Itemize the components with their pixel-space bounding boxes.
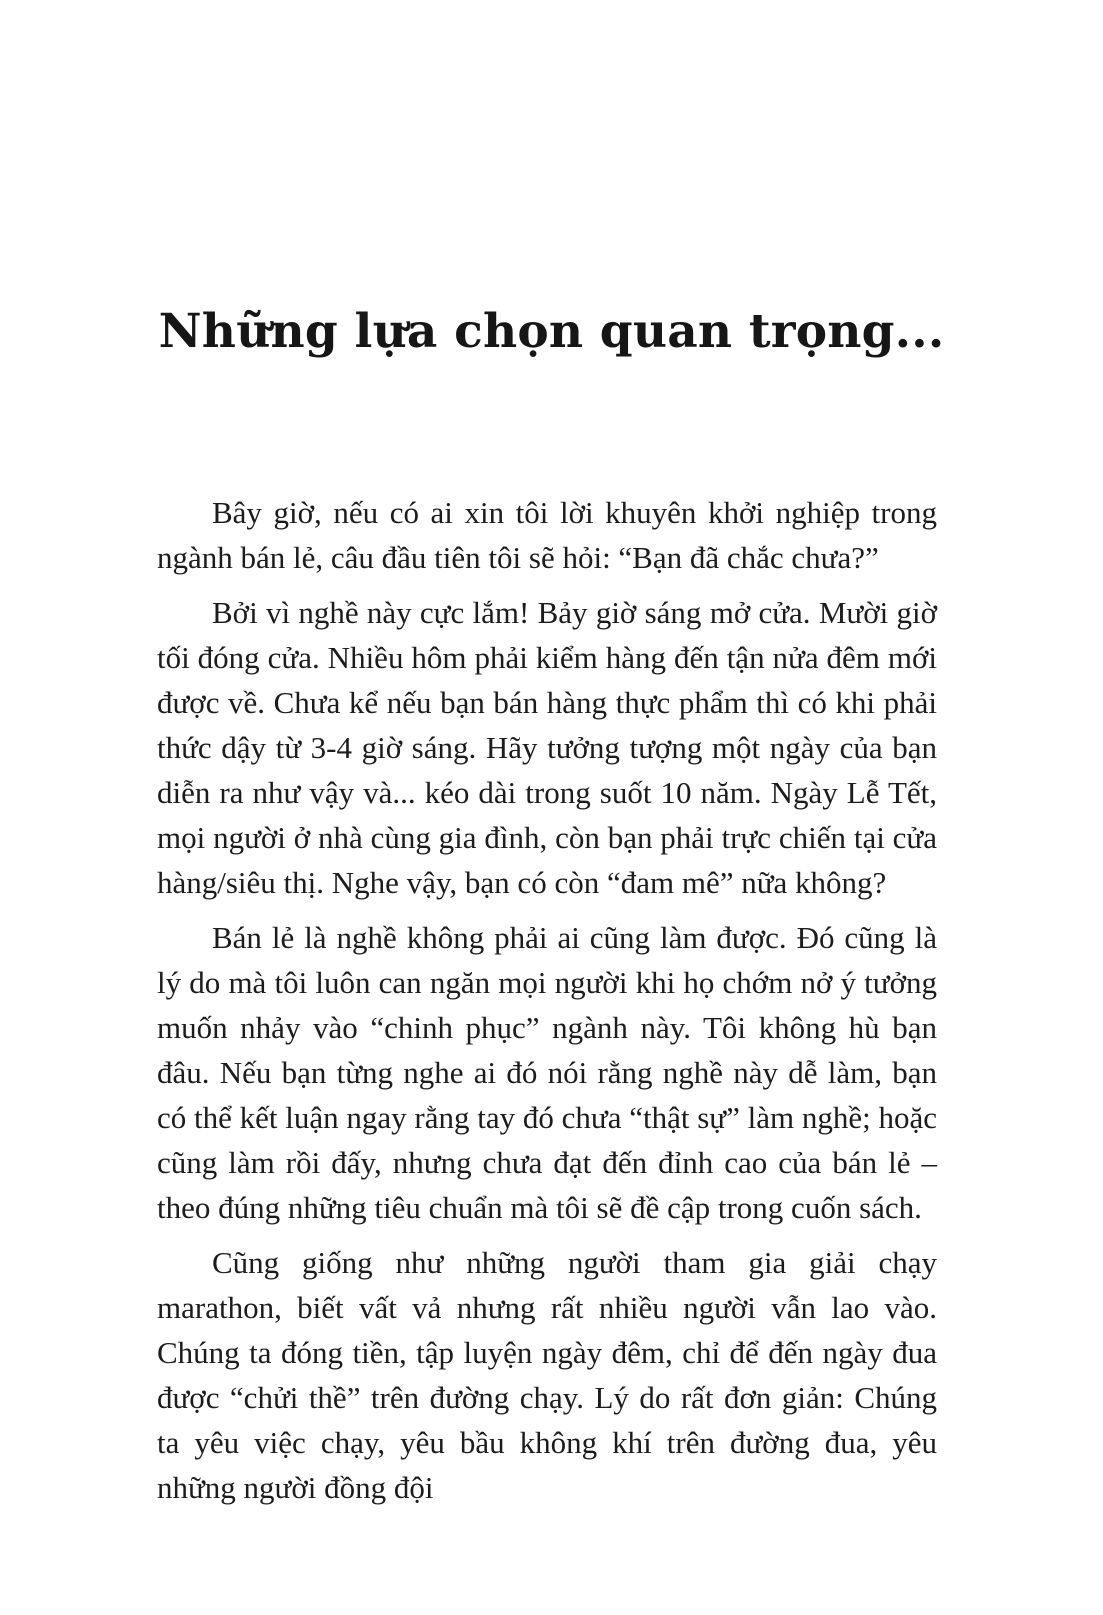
paragraph-1: Bây giờ, nếu có ai xin tôi lời khuyên khởi nghiệp trong ngành bán lẻ, câu đầu tiên tôi sẽ hỏi: “Bạn đã chắc chưa?” [157, 495, 937, 575]
chapter-title: Những lựa chọn quan trọng... [158, 304, 945, 359]
body-text [157, 490, 937, 1520]
paragraph-4: Cũng giống như những người tham gia giải chạy marathon, biết vất vả nhưng rất nhiều người vẫn lao vào. Chúng ta đóng tiền, tập luyện ngày đêm, chỉ để đến ngày đua được “chửi thề” trên đường chạy. Lý do rất đơn giản: Chúng ta yêu việc chạy, yêu bầu không khí trên đường đua, yêu những người đồng đội [157, 1245, 937, 1505]
paragraph-2: Bởi vì nghề này cực lắm! Bảy giờ sáng mở cửa. Mười giờ tối đóng cửa. Nhiều hôm phải kiểm hàng đến tận nửa đêm mới được về. Chưa kể nếu bạn bán hàng thực phẩm thì có khi phải thức dậy từ 3-4 giờ sáng. Hãy tưởng tượng một ngày của bạn diễn ra như vậy và... kéo dài trong suốt 10 năm. Ngày Lễ Tết, mọi người ở nhà cùng gia đình, còn bạn phải trực chiến tại cửa hàng/siêu thị. Nghe vậy, bạn có còn “đam mê” nữa không? [157, 595, 937, 900]
paragraph-3: Bán lẻ là nghề không phải ai cũng làm được. Đó cũng là lý do mà tôi luôn can ngăn mọi người khi họ chớm nở ý tưởng muốn nhảy vào “chinh phục” ngành này. Tôi không hù bạn đâu. Nếu bạn từng nghe ai đó nói rằng nghề này dễ làm, bạn có thể kết luận ngay rằng tay đó chưa “thật sự” làm nghề; hoặc cũng làm rồi đấy, nhưng chưa đạt đến đỉnh cao của bán lẻ – theo đúng những tiêu chuẩn mà tôi sẽ đề cập trong cuốn sách. [157, 920, 937, 1225]
